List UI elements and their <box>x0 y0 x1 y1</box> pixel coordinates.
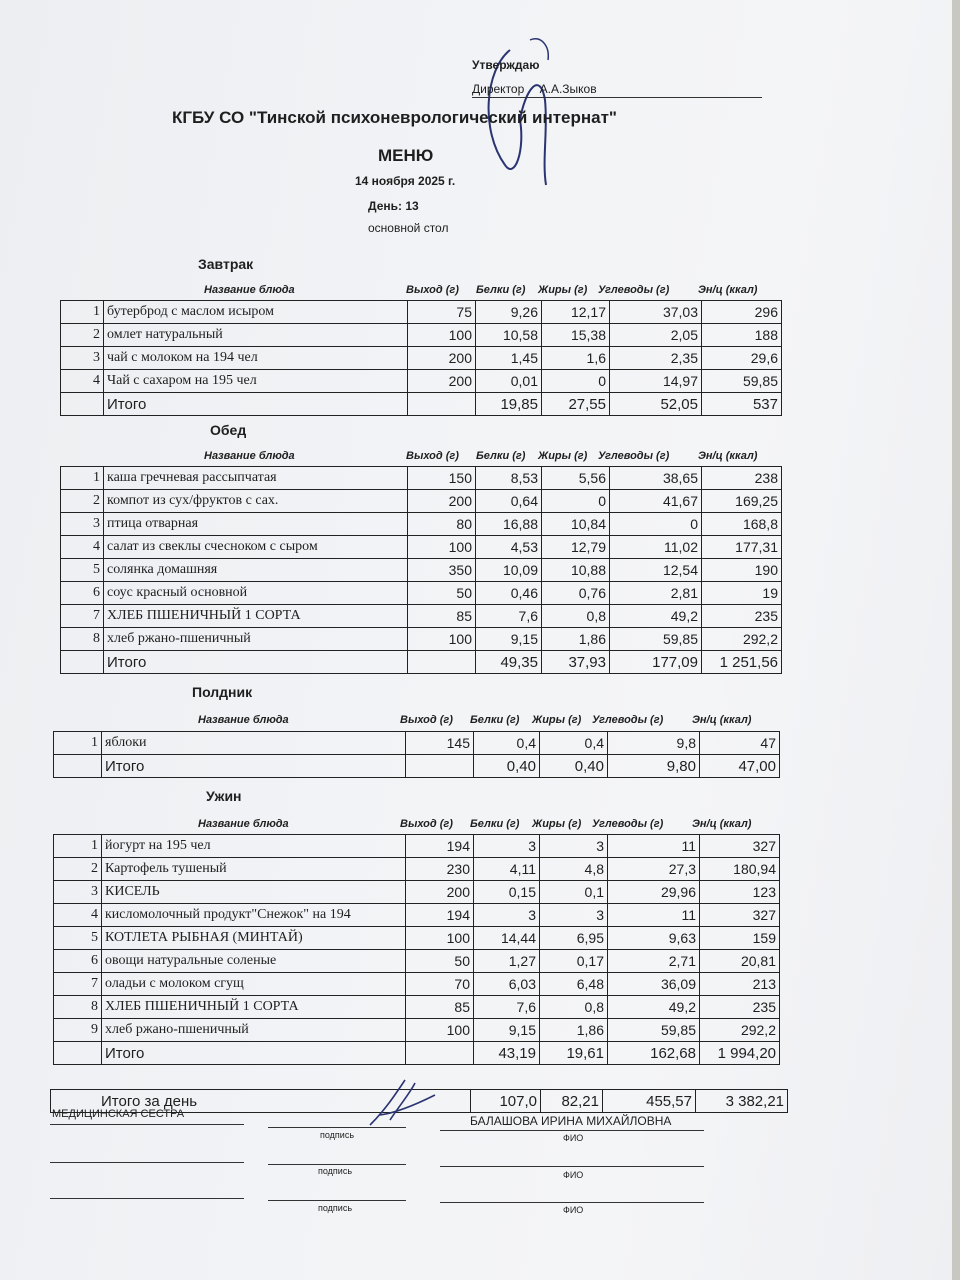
dish-energy: 213 <box>700 973 780 996</box>
dish-index: 8 <box>61 628 104 651</box>
dish-name: хлеб ржано-пшеничный <box>104 628 408 651</box>
dish-row <box>54 732 780 755</box>
dish-energy: 177,31 <box>702 536 782 559</box>
dish-row <box>54 904 780 927</box>
dish-name: яблоки <box>102 732 406 755</box>
dish-index: 1 <box>54 835 102 858</box>
dish-index: 6 <box>61 582 104 605</box>
dish-row <box>54 835 780 858</box>
column-header-name: Название блюда <box>198 818 289 830</box>
dish-row <box>54 927 780 950</box>
dish-name: каша гречневая рассыпчатая <box>104 467 408 490</box>
meal-total-energy: 1 994,20 <box>700 1042 780 1065</box>
dish-row <box>54 973 780 996</box>
dish-carbs: 2,35 <box>610 347 702 370</box>
meal-total-energy: 1 251,56 <box>702 651 782 674</box>
column-header-protein: Белки (г) <box>470 818 520 830</box>
dish-yield: 100 <box>408 536 476 559</box>
dish-row <box>61 347 782 370</box>
meal-total-label: Итого <box>102 1042 406 1065</box>
dish-protein: 7,6 <box>476 605 542 628</box>
dish-protein: 6,03 <box>474 973 540 996</box>
dish-name: кисломолочный продукт"Снежок" на 194 <box>102 904 406 927</box>
dish-energy: 292,2 <box>702 628 782 651</box>
sign-line-3 <box>268 1200 406 1201</box>
column-header-yield: Выход (г) <box>406 284 459 296</box>
role-line-2 <box>50 1162 244 1163</box>
dish-carbs: 11,02 <box>610 536 702 559</box>
dish-protein: 0,64 <box>476 490 542 513</box>
dish-energy: 169,25 <box>702 490 782 513</box>
dish-row <box>61 536 782 559</box>
table-type: основной стол <box>368 221 449 235</box>
meal-total-protein: 43,19 <box>474 1042 540 1065</box>
dish-yield: 230 <box>406 858 474 881</box>
dish-carbs: 2,05 <box>610 324 702 347</box>
dish-energy: 292,2 <box>700 1019 780 1042</box>
dish-carbs: 11 <box>608 904 700 927</box>
dish-carbs: 36,09 <box>608 973 700 996</box>
dish-name: омлет натуральный <box>104 324 408 347</box>
column-header-fat: Жиры (г) <box>532 818 582 830</box>
dish-yield: 350 <box>408 559 476 582</box>
total-index-cell <box>61 393 104 416</box>
dish-name: салат из свеклы счесноком с сыром <box>104 536 408 559</box>
dish-name: Чай с сахаром на 195 чел <box>104 370 408 393</box>
dish-protein: 1,45 <box>476 347 542 370</box>
meal-title: Завтрак <box>198 256 254 272</box>
dish-protein: 4,11 <box>474 858 540 881</box>
total-yield-cell <box>408 393 476 416</box>
dish-protein: 0,4 <box>474 732 540 755</box>
meal-total-fat: 19,61 <box>540 1042 608 1065</box>
dish-name: соус красный основной <box>104 582 408 605</box>
meal-total-carbs: 162,68 <box>608 1042 700 1065</box>
dish-row <box>61 582 782 605</box>
dish-carbs: 0 <box>610 513 702 536</box>
organization-title: КГБУ СО "Тинской психоневрологический интернат" <box>172 108 617 127</box>
dish-carbs: 2,81 <box>610 582 702 605</box>
sign-line-1 <box>268 1127 406 1128</box>
name-line-2 <box>440 1166 704 1167</box>
name-caption-1: ФИО <box>563 1133 584 1143</box>
dish-index: 7 <box>61 605 104 628</box>
dish-fat: 1,6 <box>542 347 610 370</box>
dish-energy: 188 <box>702 324 782 347</box>
dish-name: ХЛЕБ ПШЕНИЧНЫЙ 1 СОРТА <box>102 996 406 1019</box>
dish-yield: 194 <box>406 904 474 927</box>
dish-index: 3 <box>54 881 102 904</box>
column-header-energy: Эн/ц (ккал) <box>698 284 758 296</box>
dish-protein: 9,15 <box>476 628 542 651</box>
meal-total-energy: 537 <box>702 393 782 416</box>
dish-energy: 235 <box>702 605 782 628</box>
dish-fat: 0,17 <box>540 950 608 973</box>
meal-total-protein: 0,40 <box>474 755 540 778</box>
column-header-protein: Белки (г) <box>470 714 520 726</box>
day-total-label: Итого за день <box>51 1090 471 1113</box>
dish-row <box>61 513 782 536</box>
dish-index: 4 <box>61 370 104 393</box>
meal-total-carbs: 52,05 <box>610 393 702 416</box>
dish-energy: 47 <box>700 732 780 755</box>
nurse-signature <box>360 1075 440 1130</box>
total-yield-cell <box>408 651 476 674</box>
dish-name: Картофель тушеный <box>102 858 406 881</box>
dish-yield: 200 <box>408 370 476 393</box>
meal-title: Полдник <box>192 684 253 700</box>
dish-energy: 190 <box>702 559 782 582</box>
dish-row <box>61 605 782 628</box>
meal-total-fat: 0,40 <box>540 755 608 778</box>
meal-table <box>60 466 782 674</box>
dish-carbs: 12,54 <box>610 559 702 582</box>
meal-total-carbs: 9,80 <box>608 755 700 778</box>
nurse-label: МЕДИЦИНСКАЯ СЕСТРА <box>52 1108 185 1120</box>
meal-total-label: Итого <box>104 393 408 416</box>
dish-energy: 159 <box>700 927 780 950</box>
dish-carbs: 38,65 <box>610 467 702 490</box>
nurse-name: БАЛАШОВА ИРИНА МИХАЙЛОВНА <box>470 1114 672 1128</box>
total-index-cell <box>54 1042 102 1065</box>
dish-index: 6 <box>54 950 102 973</box>
dish-carbs: 14,97 <box>610 370 702 393</box>
dish-carbs: 9,8 <box>608 732 700 755</box>
dish-row <box>61 370 782 393</box>
dish-yield: 50 <box>406 950 474 973</box>
dish-yield: 100 <box>408 628 476 651</box>
dish-name: бутерброд с маслом исыром <box>104 301 408 324</box>
dish-fat: 10,84 <box>542 513 610 536</box>
dish-protein: 10,58 <box>476 324 542 347</box>
dish-protein: 0,46 <box>476 582 542 605</box>
meal-table <box>53 834 780 1065</box>
dish-carbs: 49,2 <box>610 605 702 628</box>
dish-fat: 1,86 <box>542 628 610 651</box>
sign-caption-3: подпись <box>318 1203 353 1213</box>
column-header-protein: Белки (г) <box>476 284 526 296</box>
meal-total-carbs: 177,09 <box>610 651 702 674</box>
dish-yield: 150 <box>408 467 476 490</box>
dish-row <box>61 628 782 651</box>
dish-protein: 3 <box>474 904 540 927</box>
dish-name: солянка домашняя <box>104 559 408 582</box>
meal-total-energy: 47,00 <box>700 755 780 778</box>
meal-title: Обед <box>210 422 247 438</box>
dish-fat: 15,38 <box>542 324 610 347</box>
column-header-carbs: Углеводы (г) <box>598 284 670 296</box>
dish-row <box>61 324 782 347</box>
director-name: А.А.Зыков <box>539 82 597 96</box>
dish-row <box>54 1019 780 1042</box>
column-header-energy: Эн/ц (ккал) <box>692 714 752 726</box>
dish-carbs: 49,2 <box>608 996 700 1019</box>
dish-fat: 3 <box>540 904 608 927</box>
dish-energy: 180,94 <box>700 858 780 881</box>
dish-protein: 14,44 <box>474 927 540 950</box>
column-header-yield: Выход (г) <box>406 450 459 462</box>
dish-index: 2 <box>61 324 104 347</box>
meal-total-protein: 49,35 <box>476 651 542 674</box>
dish-energy: 29,6 <box>702 347 782 370</box>
dish-fat: 0,8 <box>540 996 608 1019</box>
dish-row <box>61 467 782 490</box>
column-header-carbs: Углеводы (г) <box>592 714 664 726</box>
column-header-name: Название блюда <box>204 284 295 296</box>
name-caption-3: ФИО <box>563 1205 584 1215</box>
dish-carbs: 29,96 <box>608 881 700 904</box>
dish-index: 3 <box>61 347 104 370</box>
dish-fat: 10,88 <box>542 559 610 582</box>
menu-title: МЕНЮ <box>378 146 434 165</box>
dish-fat: 12,17 <box>542 301 610 324</box>
dish-fat: 12,79 <box>542 536 610 559</box>
total-yield-cell <box>406 755 474 778</box>
dish-yield: 145 <box>406 732 474 755</box>
column-header-yield: Выход (г) <box>400 714 453 726</box>
dish-protein: 8,53 <box>476 467 542 490</box>
meal-total-protein: 19,85 <box>476 393 542 416</box>
dish-protein: 0,01 <box>476 370 542 393</box>
dish-name: птица отварная <box>104 513 408 536</box>
dish-fat: 0 <box>542 370 610 393</box>
meal-total-label: Итого <box>102 755 406 778</box>
dish-energy: 238 <box>702 467 782 490</box>
dish-name: йогурт на 195 чел <box>102 835 406 858</box>
total-index-cell <box>61 651 104 674</box>
dish-index: 7 <box>54 973 102 996</box>
dish-protein: 0,15 <box>474 881 540 904</box>
dish-row <box>54 996 780 1019</box>
dish-fat: 5,56 <box>542 467 610 490</box>
meal-total-label: Итого <box>104 651 408 674</box>
meal-title: Ужин <box>206 788 242 804</box>
dish-name: оладьи с молоком сгущ <box>102 973 406 996</box>
dish-protein: 9,26 <box>476 301 542 324</box>
director-label: Директор <box>472 82 525 96</box>
dish-energy: 123 <box>700 881 780 904</box>
dish-carbs: 27,3 <box>608 858 700 881</box>
dish-yield: 85 <box>408 605 476 628</box>
director-line <box>472 82 762 98</box>
dish-fat: 6,48 <box>540 973 608 996</box>
dish-row <box>54 950 780 973</box>
dish-index: 9 <box>54 1019 102 1042</box>
dish-energy: 327 <box>700 904 780 927</box>
dish-name: овощи натуральные соленые <box>102 950 406 973</box>
dish-name: чай с молоком на 194 чел <box>104 347 408 370</box>
day-total-carbs: 455,57 <box>603 1090 696 1113</box>
column-header-yield: Выход (г) <box>400 818 453 830</box>
day-total-energy: 3 382,21 <box>696 1090 788 1113</box>
dish-energy: 19 <box>702 582 782 605</box>
dish-energy: 327 <box>700 835 780 858</box>
sign-caption-2: подпись <box>318 1166 353 1176</box>
nurse-role-line <box>50 1124 244 1125</box>
approval-block <box>472 58 762 98</box>
dish-row <box>61 301 782 324</box>
dish-fat: 4,8 <box>540 858 608 881</box>
dish-yield: 75 <box>408 301 476 324</box>
column-header-carbs: Углеводы (г) <box>598 450 670 462</box>
dish-index: 8 <box>54 996 102 1019</box>
dish-fat: 0,4 <box>540 732 608 755</box>
dish-name: КОТЛЕТА РЫБНАЯ (МИНТАЙ) <box>102 927 406 950</box>
dish-index: 4 <box>54 904 102 927</box>
dish-energy: 296 <box>702 301 782 324</box>
dish-yield: 100 <box>406 1019 474 1042</box>
column-header-fat: Жиры (г) <box>538 450 588 462</box>
total-index-cell <box>54 755 102 778</box>
menu-day: День: 13 <box>368 199 419 213</box>
column-header-protein: Белки (г) <box>476 450 526 462</box>
dish-fat: 0,76 <box>542 582 610 605</box>
dish-fat: 6,95 <box>540 927 608 950</box>
dish-name: хлеб ржано-пшеничный <box>102 1019 406 1042</box>
column-header-carbs: Углеводы (г) <box>592 818 664 830</box>
dish-protein: 16,88 <box>476 513 542 536</box>
day-total-protein: 107,0 <box>471 1090 541 1113</box>
dish-name: КИСЕЛЬ <box>102 881 406 904</box>
dish-index: 2 <box>54 858 102 881</box>
dish-protein: 3 <box>474 835 540 858</box>
dish-carbs: 41,67 <box>610 490 702 513</box>
dish-row <box>61 559 782 582</box>
dish-yield: 200 <box>408 490 476 513</box>
dish-yield: 200 <box>406 881 474 904</box>
dish-yield: 194 <box>406 835 474 858</box>
dish-row <box>54 881 780 904</box>
column-header-fat: Жиры (г) <box>532 714 582 726</box>
dish-index: 4 <box>61 536 104 559</box>
meal-table <box>53 731 780 778</box>
dish-index: 5 <box>54 927 102 950</box>
meal-total-fat: 27,55 <box>542 393 610 416</box>
column-header-name: Название блюда <box>204 450 295 462</box>
dish-carbs: 11 <box>608 835 700 858</box>
column-header-energy: Эн/ц (ккал) <box>692 818 752 830</box>
dish-index: 5 <box>61 559 104 582</box>
dish-yield: 70 <box>406 973 474 996</box>
dish-carbs: 2,71 <box>608 950 700 973</box>
column-header-fat: Жиры (г) <box>538 284 588 296</box>
sign-caption-1: подпись <box>320 1130 355 1140</box>
dish-protein: 7,6 <box>474 996 540 1019</box>
dish-fat: 0,1 <box>540 881 608 904</box>
dish-fat: 0 <box>542 490 610 513</box>
column-header-energy: Эн/ц (ккал) <box>698 450 758 462</box>
dish-energy: 168,8 <box>702 513 782 536</box>
menu-date: 14 ноября 2025 г. <box>355 174 456 188</box>
dish-fat: 1,86 <box>540 1019 608 1042</box>
dish-index: 1 <box>61 301 104 324</box>
dish-energy: 20,81 <box>700 950 780 973</box>
dish-index: 3 <box>61 513 104 536</box>
day-total-fat: 82,21 <box>541 1090 603 1113</box>
dish-yield: 50 <box>408 582 476 605</box>
column-header-name: Название блюда <box>198 714 289 726</box>
name-line-3 <box>440 1202 704 1203</box>
meal-table <box>60 300 782 416</box>
dish-protein: 9,15 <box>474 1019 540 1042</box>
dish-protein: 4,53 <box>476 536 542 559</box>
dish-row <box>54 858 780 881</box>
dish-yield: 100 <box>406 927 474 950</box>
dish-carbs: 59,85 <box>608 1019 700 1042</box>
dish-carbs: 9,63 <box>608 927 700 950</box>
dish-fat: 3 <box>540 835 608 858</box>
dish-yield: 80 <box>408 513 476 536</box>
meal-total-row <box>61 393 782 416</box>
meal-total-fat: 37,93 <box>542 651 610 674</box>
dish-fat: 0,8 <box>542 605 610 628</box>
dish-name: компот из сух/фруктов с сах. <box>104 490 408 513</box>
dish-name: ХЛЕБ ПШЕНИЧНЫЙ 1 СОРТА <box>104 605 408 628</box>
dish-protein: 10,09 <box>476 559 542 582</box>
dish-yield: 85 <box>406 996 474 1019</box>
dish-energy: 235 <box>700 996 780 1019</box>
dish-energy: 59,85 <box>702 370 782 393</box>
approval-title: Утверждаю <box>472 58 540 72</box>
role-line-3 <box>50 1198 244 1199</box>
name-line-1 <box>440 1130 704 1131</box>
dish-carbs: 59,85 <box>610 628 702 651</box>
dish-protein: 1,27 <box>474 950 540 973</box>
meal-total-row <box>54 1042 780 1065</box>
dish-index: 2 <box>61 490 104 513</box>
meal-total-row <box>54 755 780 778</box>
dish-row <box>61 490 782 513</box>
sign-line-2 <box>268 1164 406 1165</box>
meal-total-row <box>61 651 782 674</box>
dish-yield: 100 <box>408 324 476 347</box>
dish-index: 1 <box>61 467 104 490</box>
dish-yield: 200 <box>408 347 476 370</box>
name-caption-2: ФИО <box>563 1170 584 1180</box>
dish-index: 1 <box>54 732 102 755</box>
dish-carbs: 37,03 <box>610 301 702 324</box>
total-yield-cell <box>406 1042 474 1065</box>
